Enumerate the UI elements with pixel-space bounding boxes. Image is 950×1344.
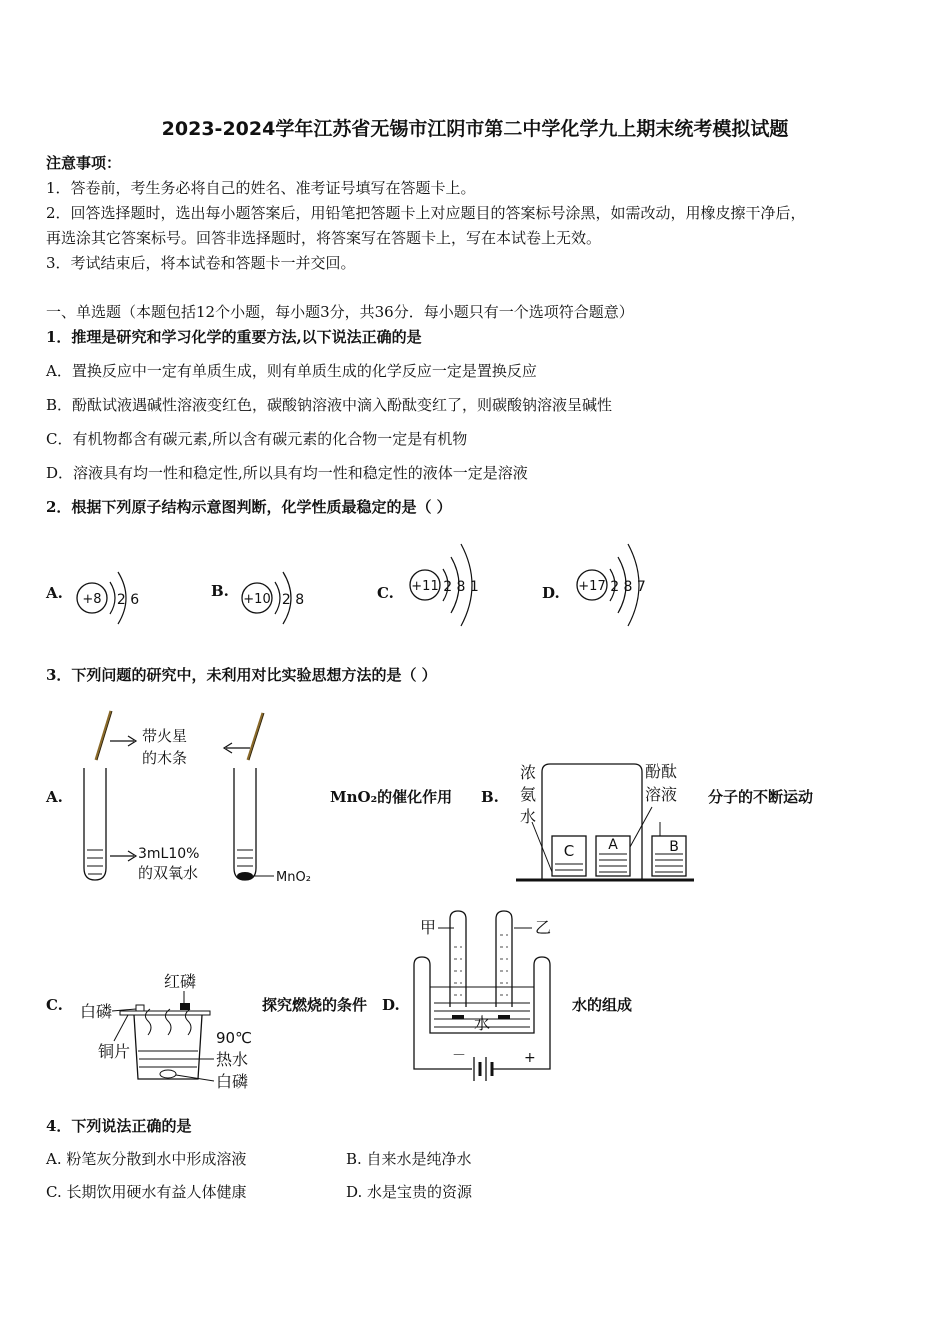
positive-terminal-label: + <box>524 1050 536 1066</box>
white-phosphorus-label: 白磷 <box>80 1002 113 1021</box>
phenolphthalein-label-2: 溶液 <box>645 785 678 804</box>
hot-water-label: 热水 <box>216 1050 249 1069</box>
section-heading: 一、单选题（本题包括12个小题，每小题3分，共36分．每小题只有一个选项符合题意） <box>46 303 634 321</box>
page-title: 2023-2024学年江苏省无锡市江阴市第二中学化学九上期末统考模拟试题 <box>161 118 789 140</box>
temperature-label: 90℃ <box>216 1029 252 1047</box>
splint-label-1: 带火星 <box>142 727 188 745</box>
notice-heading: 注意事项： <box>46 154 122 172</box>
beaker-a-label: A <box>608 837 618 853</box>
electrolysis-figure <box>410 907 580 1092</box>
atom-diagram-c <box>403 530 503 640</box>
atom-c-nucleus: +11 <box>411 579 439 594</box>
q2-stem: 2．根据下列原子结构示意图判断，化学性质最稳定的是（ ） <box>46 498 452 516</box>
atom-d-shells: 2 8 7 <box>610 579 646 595</box>
atom-diagram-a <box>74 556 154 636</box>
q3-option-b-text: 分子的不断运动 <box>708 788 814 806</box>
q2-option-b-label: B. <box>211 582 229 600</box>
q4-option-b: B. 自来水是纯净水 <box>346 1150 472 1168</box>
combustion-experiment-figure <box>76 965 266 1095</box>
atom-d-nucleus: +17 <box>578 579 606 594</box>
q2-option-d-label: D. <box>542 584 560 602</box>
notice-item-2-line-2: 再选涂其它答案标号。回答非选择题时，将答案写在答题卡上，写在本试卷上无效。 <box>46 229 602 247</box>
q1-option-d: D．溶液具有均一性和稳定性,所以具有均一性和稳定性的液体一定是溶液 <box>46 464 528 482</box>
phenolphthalein-label-1: 酚酞 <box>645 762 678 781</box>
notice-item-3: 3．考试结束后，将本试卷和答题卡一并交回。 <box>46 254 356 272</box>
q3-option-d-label: D. <box>382 996 400 1014</box>
splint-label-2: 的木条 <box>142 749 188 767</box>
q3-stem: 3．下列问题的研究中，未利用对比实验思想方法的是（ ） <box>46 666 437 684</box>
q3-option-a-text: MnO₂的催化作用 <box>330 788 453 806</box>
solution-label-2: 的双氧水 <box>138 864 199 882</box>
q1-option-b: B．酚酞试液遇碱性溶液变红色，碳酸钠溶液中滴入酚酞变红了，则碳酸钠溶液呈碱性 <box>46 396 613 414</box>
q3-option-b-label: B. <box>481 788 499 806</box>
mno2-label: MnO₂ <box>276 870 311 885</box>
atom-diagram-d <box>568 530 668 640</box>
tube-jia-label: 甲 <box>420 918 437 937</box>
atom-b-shells: 2 8 <box>281 592 305 608</box>
q3-option-c-text: 探究燃烧的条件 <box>262 996 368 1014</box>
red-phosphorus-label: 红磷 <box>164 972 197 991</box>
q4-option-d: D. 水是宝贵的资源 <box>346 1183 473 1201</box>
ammonia-label-1: 浓 <box>520 763 537 782</box>
tube-yi-label: 乙 <box>535 918 552 937</box>
molecular-motion-figure <box>512 752 702 887</box>
q2-option-a-label: A. <box>46 584 63 602</box>
q4-option-a: A. 粉笔灰分散到水中形成溶液 <box>46 1150 247 1168</box>
ammonia-label-3: 水 <box>520 807 537 826</box>
q1-stem: 1．推理是研究和学习化学的重要方法,以下说法正确的是 <box>46 328 422 346</box>
q2-option-c-label: C. <box>377 584 394 602</box>
q1-option-a: A．置换反应中一定有单质生成，则有单质生成的化学反应一定是置换反应 <box>46 362 537 380</box>
beaker-b-label: B <box>669 839 679 855</box>
q4-option-c: C. 长期饮用硬水有益人体健康 <box>46 1183 247 1201</box>
catalysis-experiment-figure <box>76 708 336 888</box>
q3-option-d-text: 水的组成 <box>572 996 633 1014</box>
notice-item-2-line-1: 2．回答选择题时，选出每小题答案后，用铅笔把答题卡上对应题目的答案标号涂黑，如需改动，用橡皮擦干净后， <box>46 204 806 222</box>
q1-option-c: C．有机物都含有碳元素,所以含有碳元素的化合物一定是有机物 <box>46 430 468 448</box>
ammonia-label-2: 氨 <box>520 785 537 804</box>
atom-a-nucleus: +8 <box>82 592 102 607</box>
q3-option-c-label: C. <box>46 996 63 1014</box>
underwater-phosphorus-label: 白磷 <box>216 1072 249 1091</box>
solution-label-1: 3mL10% <box>138 846 200 862</box>
beaker-c-label: C <box>563 842 575 860</box>
q4-stem: 4．下列说法正确的是 <box>46 1117 192 1135</box>
copper-label: 铜片 <box>98 1042 131 1061</box>
notice-item-1: 1．答卷前，考生务必将自己的姓名、准考证号填写在答题卡上。 <box>46 179 476 197</box>
water-label: 水 <box>473 1014 491 1033</box>
atom-c-shells: 2 8 1 <box>443 579 479 595</box>
atom-b-nucleus: +10 <box>243 592 271 607</box>
q3-option-a-label: A. <box>46 788 63 806</box>
atom-a-shells: 2 6 <box>116 592 140 608</box>
atom-diagram-b <box>239 556 319 636</box>
negative-terminal-label: － <box>452 1048 466 1064</box>
